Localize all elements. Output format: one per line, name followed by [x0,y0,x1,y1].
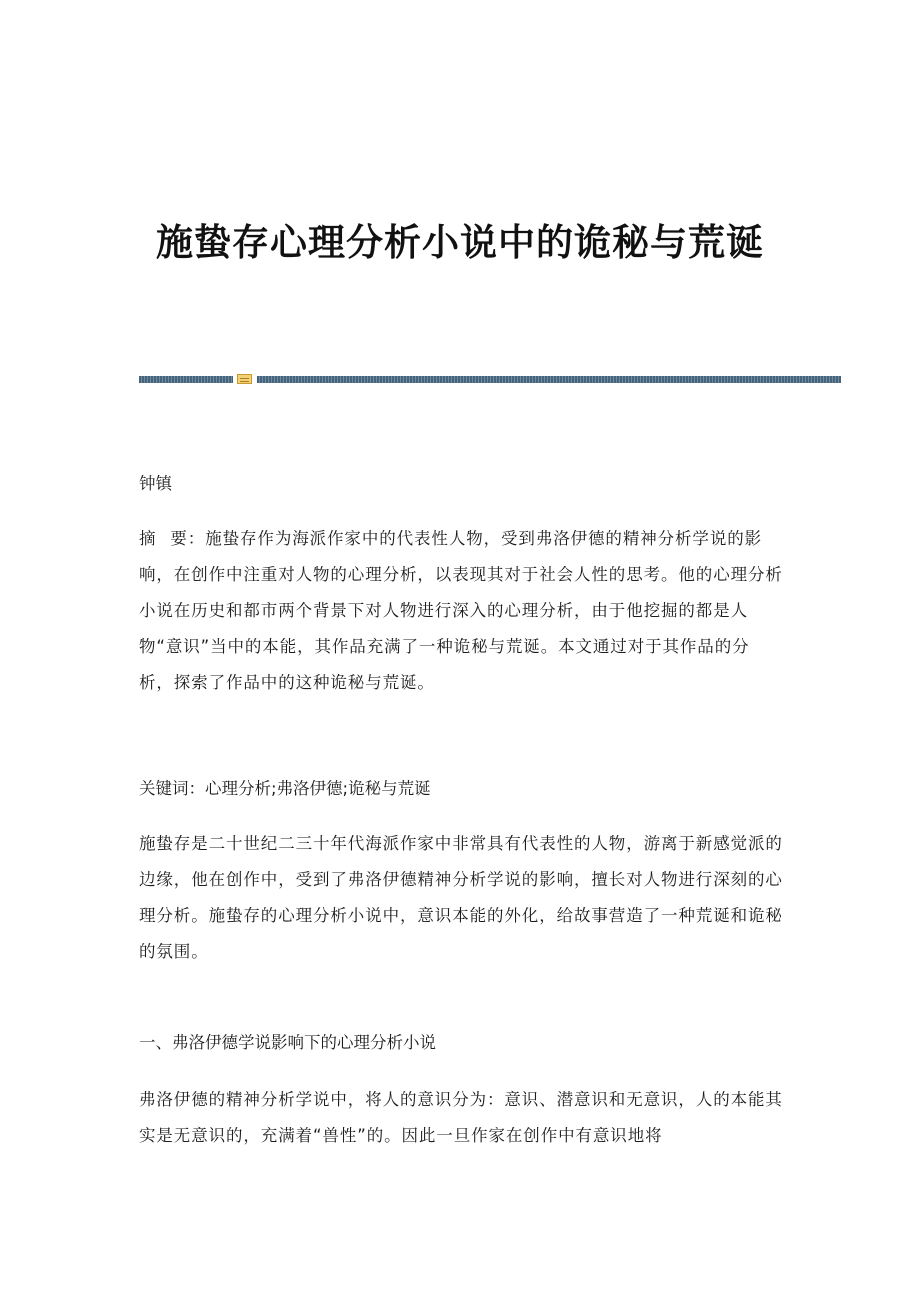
abstract-label-first: 摘 [139,529,157,548]
keywords-label: 关键词： [139,779,205,798]
abstract-paragraph [139,521,784,701]
abstract-label-second: 要： [170,529,206,548]
title-divider [139,374,841,384]
keywords-line [139,771,784,807]
document-title: 施蛰存心理分析小说中的诡秘与荒诞 [156,220,764,264]
author-name: 钟镇 [139,474,172,493]
section-paragraph [139,1082,784,1154]
intro-text: 施蛰存是二十世纪二三十年代海派作家中非常具有代表性的人物，游离于新感觉派的边缘，他在创作中，受到了弗洛伊德精神分析学说的影响，擅长对人物进行深刻的心理分析。施蛰存的心理分析小说中，意识本能的外化，给故事营造了一种荒诞和诡秘的氛围。 [139,834,783,961]
divider-bar-right [257,376,841,383]
keywords-text: 心理分析;弗洛伊德;诡秘与荒诞 [205,779,431,798]
abstract-text: 施蛰存作为海派作家中的代表性人物，受到弗洛伊德的精神分析学说的影响，在创作中注重对人物的心理分析，以表现其对于社会人性的思考。他的心理分析小说在历史和都市两个背景下对人物进行深入的心理分析，由于他挖掘的都是人物“意识”当中的本能，其作品充满了一种诡秘与荒诞。本文通过对于其作品的分析，探索了作品中的这种诡秘与荒诞。 [139,529,783,692]
intro-paragraph [139,826,784,970]
divider-ornament-icon [237,374,252,384]
divider-bar-left [139,376,233,383]
section-heading: 一、弗洛伊德学说影响下的心理分析小说 [139,1033,436,1052]
section-paragraph-text: 弗洛伊德的精神分析学说中，将人的意识分为：意识、潜意识和无意识，人的本能其实是无意识的，充满着“兽性”的。因此一旦作家在创作中有意识地将 [139,1090,783,1145]
